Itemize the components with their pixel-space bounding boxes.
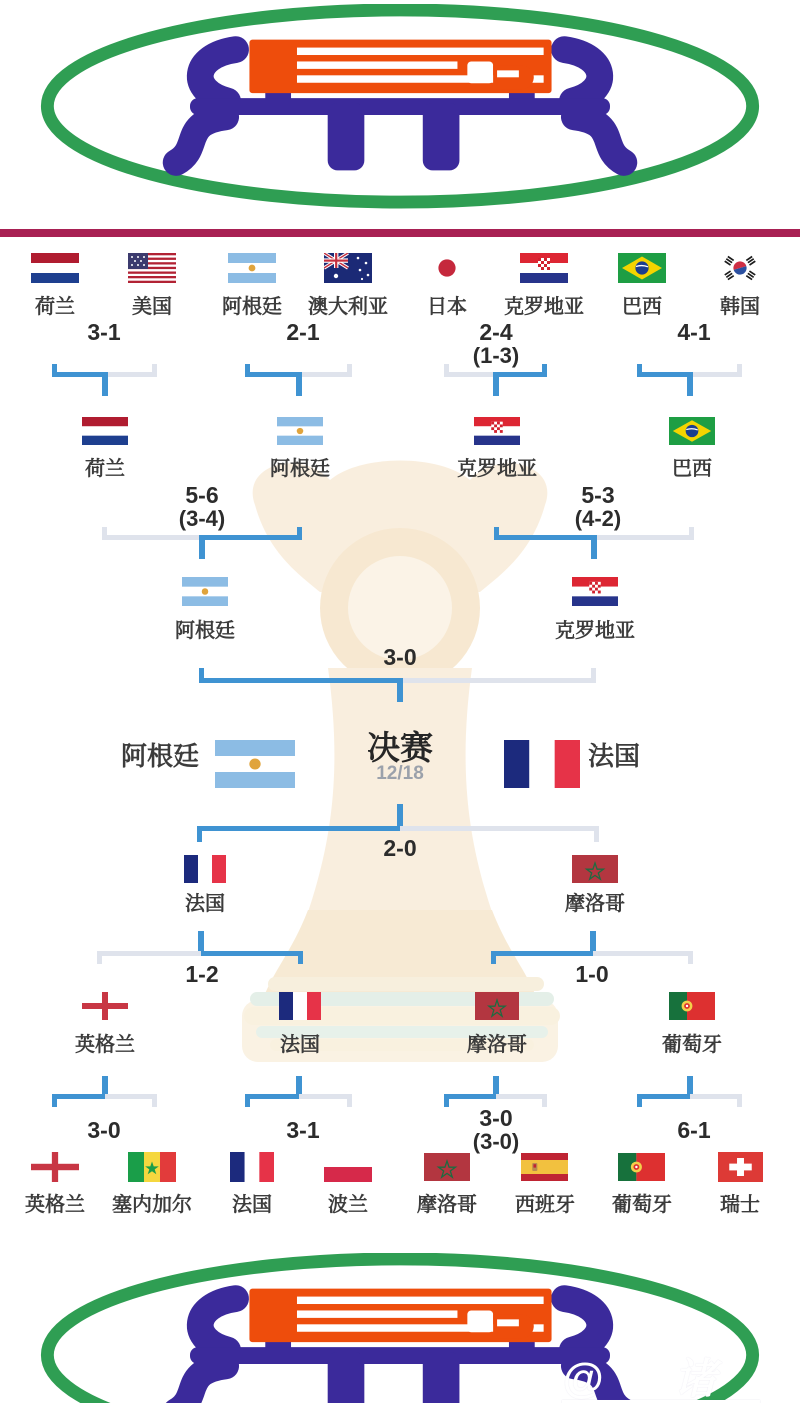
bracket-line [55, 372, 105, 377]
team-label: 葡萄牙 [612, 1194, 672, 1216]
match-score: 2-4 [479, 319, 513, 345]
flag-england [31, 1152, 79, 1182]
bracket-line [152, 364, 157, 377]
bracket-line [737, 1094, 742, 1107]
match-score: 3-1 [286, 1117, 320, 1143]
bracket-line [542, 364, 547, 377]
team-label: 荷兰 [85, 458, 125, 480]
flag-morocco [475, 992, 519, 1020]
flag-morocco [424, 1153, 470, 1181]
flag-croatia [474, 417, 520, 445]
bracket-line [687, 1076, 693, 1094]
penalty-score: (1-3) [472, 343, 520, 368]
bracket-line [447, 1094, 496, 1099]
flag-south-korea [716, 253, 764, 283]
team-label: 阿根廷 [175, 620, 235, 642]
match-score: 3-0 [87, 1117, 121, 1143]
bracket-line [687, 372, 693, 396]
match-score: 3-0 [383, 644, 417, 670]
bracket-line [102, 372, 108, 396]
team-label: 西班牙 [515, 1194, 575, 1216]
bracket-line [496, 1094, 545, 1099]
flag-argentina [182, 577, 228, 606]
bracket-line [497, 535, 594, 540]
team-label: 克罗地亚 [555, 620, 635, 642]
team-label: 巴西 [672, 458, 712, 480]
final-date: 12/18 [376, 763, 424, 784]
team-label: 克罗地亚 [504, 296, 584, 318]
flag-morocco [572, 855, 618, 883]
penalty-score: (3-4) [178, 506, 226, 531]
bracket-line [590, 931, 596, 951]
team-label: 阿根廷 [270, 458, 330, 480]
bracket-line [105, 535, 202, 540]
bracket-line [591, 535, 597, 559]
match-score: 1-0 [575, 961, 609, 987]
bracket-line [640, 372, 690, 377]
team-label: 摩洛哥 [467, 1034, 527, 1056]
bracket-line [494, 951, 593, 956]
match-score: 5-3 [581, 482, 615, 508]
team-label: 法国 [280, 1034, 320, 1056]
bracket-line [297, 527, 302, 540]
flag-portugal [618, 1153, 665, 1181]
flag-usa [128, 253, 176, 283]
bracket-line [299, 1094, 350, 1099]
flag-croatia [572, 577, 618, 606]
flag-france [504, 740, 580, 788]
bracket-line [640, 1094, 690, 1099]
match-score: 5-6 [185, 482, 219, 508]
team-label: 塞内加尔 [112, 1194, 192, 1216]
flag-senegal [128, 1152, 176, 1182]
bracket-line [496, 372, 545, 377]
team-label: 英格兰 [25, 1194, 85, 1216]
bracket-line [397, 678, 403, 702]
bracket-line [248, 1094, 299, 1099]
bracket-line [493, 1076, 499, 1094]
bracket-line [397, 804, 403, 826]
bracket-line [594, 535, 692, 540]
bracket-line [688, 951, 693, 964]
match-score: 1-2 [185, 961, 219, 987]
flag-england [82, 992, 128, 1020]
team-label: 英格兰 [75, 1034, 135, 1056]
flag-france [230, 1152, 274, 1182]
bracket-line [690, 372, 740, 377]
team-label: 葡萄牙 [662, 1034, 722, 1056]
penalty-score: (3-0) [472, 1129, 520, 1154]
team-label: 克罗地亚 [457, 458, 537, 480]
team-label: 瑞士 [720, 1194, 760, 1216]
flag-switzerland [718, 1152, 763, 1182]
bracket-line [202, 678, 400, 683]
flag-france [279, 992, 321, 1020]
team-label: 波兰 [328, 1194, 368, 1216]
flag-argentina [228, 253, 276, 283]
bracket-line [347, 364, 352, 377]
match-score: 3-1 [87, 319, 121, 345]
author-watermark: @ 诸 [562, 1355, 760, 1402]
match-score: 2-0 [383, 835, 417, 861]
bracket-line [593, 951, 691, 956]
bracket-line [400, 826, 597, 831]
bracket-line [298, 951, 303, 964]
bracket-line [100, 951, 201, 956]
match-score: 4-1 [677, 319, 711, 345]
final-team-label: 法国 [587, 741, 641, 771]
bracket-line [542, 1094, 547, 1107]
bracket-line [102, 1076, 108, 1094]
bracket-line [594, 826, 599, 842]
flag-argentina [215, 740, 295, 788]
team-label: 摩洛哥 [565, 893, 625, 915]
bracket-line [296, 1076, 302, 1094]
flag-poland [324, 1152, 372, 1182]
bracket-line [55, 1094, 105, 1099]
flag-netherlands [82, 417, 128, 445]
team-label: 荷兰 [35, 296, 75, 318]
flag-brazil [669, 417, 715, 445]
penalty-score: (4-2) [574, 506, 622, 531]
flag-france [184, 855, 226, 883]
bracket-line [199, 535, 205, 559]
team-label: 美国 [132, 296, 172, 318]
flag-argentina [277, 417, 323, 445]
team-label: 澳大利亚 [308, 296, 388, 318]
match-score: 3-0 [479, 1105, 513, 1131]
bracket-line [105, 372, 155, 377]
bracket-line [152, 1094, 157, 1107]
bracket-line [198, 931, 204, 951]
flag-brazil [618, 253, 666, 283]
bracket-line [296, 372, 302, 396]
bracket-line [689, 527, 694, 540]
flag-australia [324, 253, 372, 283]
flag-croatia [520, 253, 568, 283]
team-label: 法国 [185, 893, 225, 915]
team-label: 韩国 [720, 296, 760, 318]
bracket-line [248, 372, 299, 377]
bracket-line [690, 1094, 740, 1099]
bracket-line [493, 372, 499, 396]
bracket-line [447, 372, 496, 377]
team-label: 摩洛哥 [417, 1194, 477, 1216]
bracket-line [400, 678, 594, 683]
bracket-line [202, 535, 300, 540]
match-score: 6-1 [677, 1117, 711, 1143]
brand-logo-top [28, 4, 772, 214]
bracket-line [200, 826, 400, 831]
bracket-line [201, 951, 301, 956]
flag-netherlands [31, 253, 79, 283]
final-title: 决赛 [367, 729, 433, 766]
bracket-line [591, 668, 596, 683]
team-label: 巴西 [622, 296, 662, 318]
flag-spain [521, 1153, 568, 1181]
team-label: 日本 [427, 296, 467, 318]
bracket-line [347, 1094, 352, 1107]
divider-bar [0, 229, 800, 237]
match-score: 2-1 [286, 319, 320, 345]
bracket-line [299, 372, 350, 377]
bracket-line [737, 364, 742, 377]
bracket-line [105, 1094, 155, 1099]
flag-japan [423, 253, 471, 283]
pedestal-stripe [268, 977, 544, 991]
final-team-label: 阿根廷 [120, 741, 200, 771]
flag-portugal [669, 992, 715, 1020]
team-label: 阿根廷 [222, 296, 282, 318]
team-label: 法国 [232, 1194, 272, 1216]
